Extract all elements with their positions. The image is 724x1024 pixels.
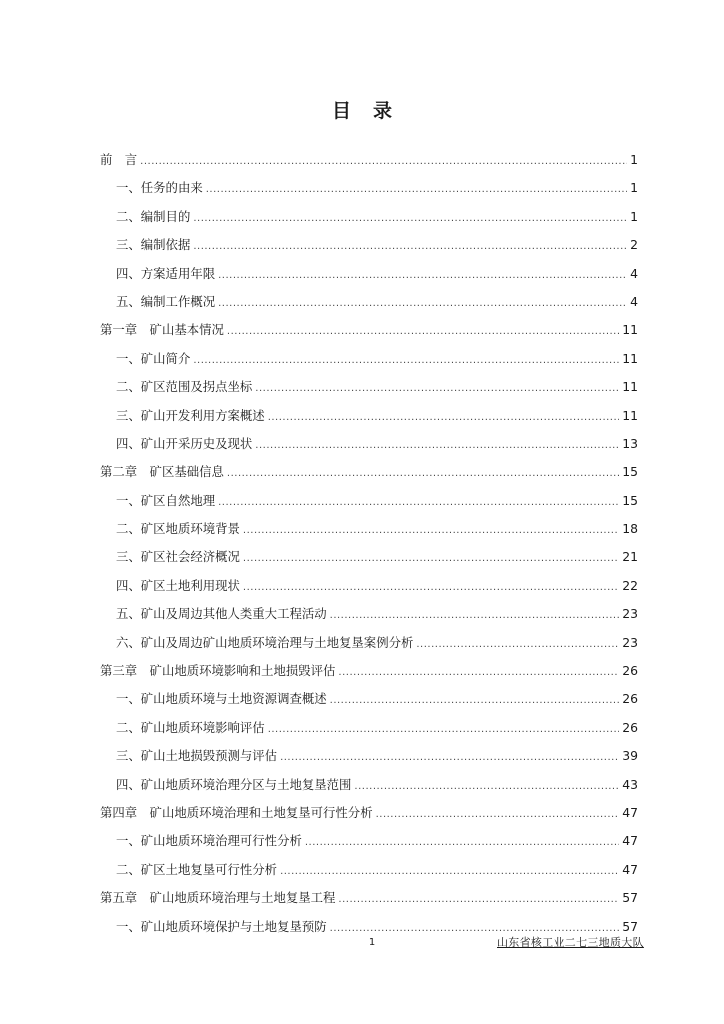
toc-section-entry[interactable] (100, 515, 638, 543)
toc-dot-leader (376, 801, 620, 829)
toc-chapter-entry[interactable] (100, 657, 638, 685)
toc-dot-leader (268, 716, 620, 744)
toc-entry-page-number: 2 (630, 237, 638, 253)
toc-section-entry[interactable] (100, 572, 638, 600)
toc-entry-label: 一、矿山地质环境治理可行性分析 (116, 833, 302, 849)
toc-entry-page-number: 1 (630, 208, 638, 224)
toc-entry-page-number: 18 (622, 521, 638, 537)
toc-chapter-entry[interactable] (100, 146, 638, 174)
toc-section-entry[interactable] (100, 827, 638, 855)
toc-entry-page-number: 43 (622, 776, 638, 792)
toc-dot-leader (330, 687, 620, 715)
toc-dot-leader (255, 432, 619, 460)
toc-section-entry[interactable] (100, 231, 638, 259)
toc-dot-leader (338, 659, 619, 687)
toc-entry-page-number: 21 (622, 549, 638, 565)
toc-dot-leader (140, 148, 627, 176)
toc-section-entry[interactable] (100, 487, 638, 515)
toc-section-entry[interactable] (100, 685, 638, 713)
toc-entry-label: 一、矿山简介 (116, 350, 191, 366)
footer-page-number: 1 (368, 937, 376, 948)
toc-dot-leader (218, 290, 627, 318)
toc-dot-leader (227, 318, 619, 346)
toc-entry-page-number: 22 (622, 577, 638, 593)
toc-dot-leader (193, 347, 619, 375)
toc-section-entry[interactable] (100, 714, 638, 742)
toc-entry-label: 一、矿区自然地理 (116, 492, 216, 508)
toc-entry-label: 六、矿山及周边矿山地质环境治理与土地复垦案例分析 (116, 634, 414, 650)
toc-dot-leader (243, 574, 619, 602)
toc-entry-page-number: 26 (622, 719, 638, 735)
toc-entry-label: 一、矿山地质环境与土地资源调查概述 (116, 691, 327, 707)
toc-section-entry[interactable] (100, 373, 638, 401)
toc-dot-leader (193, 233, 627, 261)
toc-entry-page-number: 47 (622, 833, 638, 849)
title-char-2: 录 (373, 100, 393, 122)
toc-dot-leader (305, 829, 619, 857)
toc-entry-page-number: 23 (622, 634, 638, 650)
toc-entry-label: 第一章 矿山基本情况 (100, 322, 224, 338)
toc-entry-page-number: 57 (622, 918, 638, 934)
toc-section-entry[interactable] (100, 174, 638, 202)
toc-entry-label: 前 言 (100, 152, 138, 167)
toc-entry-page-number: 1 (630, 180, 638, 196)
toc-chapter-entry[interactable] (100, 316, 638, 344)
toc-entry-label: 二、矿区土地复垦可行性分析 (116, 861, 278, 877)
toc-chapter-entry[interactable] (100, 799, 638, 827)
toc-entry-label: 二、矿山地质环境影响评估 (116, 719, 265, 735)
toc-dot-leader (255, 375, 619, 403)
toc-entry-label: 五、编制工作概况 (116, 293, 216, 309)
toc-entry-page-number: 1 (630, 152, 638, 167)
toc-section-entry[interactable] (100, 742, 638, 770)
toc-entry-label: 第四章 矿山地质环境治理和土地复垦可行性分析 (100, 804, 373, 820)
toc-entry-page-number: 13 (622, 435, 638, 451)
toc-entry-label: 二、编制目的 (116, 208, 191, 224)
toc-entry-label: 三、矿区社会经济概况 (116, 549, 240, 565)
toc-section-entry[interactable] (100, 203, 638, 231)
toc-dot-leader (330, 602, 620, 630)
toc-chapter-entry[interactable] (100, 884, 638, 912)
toc-section-entry[interactable] (100, 288, 638, 316)
toc-entry-page-number: 11 (622, 407, 638, 423)
toc-entry-page-number: 4 (630, 293, 638, 309)
toc-entry-page-number: 39 (622, 748, 638, 764)
toc-section-entry[interactable] (100, 430, 638, 458)
table-of-contents (100, 146, 638, 941)
toc-dot-leader (206, 176, 627, 204)
toc-entry-label: 三、编制依据 (116, 237, 191, 253)
toc-entry-label: 三、矿山土地损毁预测与评估 (116, 748, 278, 764)
toc-entry-page-number: 26 (622, 663, 638, 679)
toc-dot-leader (218, 489, 619, 517)
toc-section-entry[interactable] (100, 600, 638, 628)
toc-entry-page-number: 47 (622, 804, 638, 820)
toc-section-entry[interactable] (100, 629, 638, 657)
toc-dot-leader (243, 517, 619, 545)
toc-section-entry[interactable] (100, 345, 638, 373)
toc-entry-label: 三、矿山开发利用方案概述 (116, 407, 265, 423)
title-char-1: 目 (331, 100, 351, 122)
toc-section-entry[interactable] (100, 543, 638, 571)
toc-entry-page-number: 26 (622, 691, 638, 707)
toc-chapter-entry[interactable] (100, 458, 638, 486)
toc-dot-leader (416, 631, 619, 659)
toc-entry-page-number: 47 (622, 861, 638, 877)
toc-entry-page-number: 11 (622, 379, 638, 395)
toc-dot-leader (193, 205, 627, 233)
toc-entry-page-number: 11 (622, 322, 638, 338)
toc-entry-label: 二、矿区范围及拐点坐标 (116, 379, 253, 395)
toc-dot-leader (243, 545, 619, 573)
toc-entry-label: 四、矿山地质环境治理分区与土地复垦范围 (116, 776, 352, 792)
toc-entry-label: 一、任务的由来 (116, 180, 203, 196)
toc-section-entry[interactable] (100, 260, 638, 288)
toc-dot-leader (280, 858, 619, 886)
toc-entry-label: 四、矿区土地利用现状 (116, 577, 240, 593)
toc-entry-page-number: 15 (622, 492, 638, 508)
toc-entry-label: 五、矿山及周边其他人类重大工程活动 (116, 606, 327, 622)
toc-entry-page-number: 23 (622, 606, 638, 622)
toc-entry-label: 二、矿区地质环境背景 (116, 521, 240, 537)
toc-entry-page-number: 15 (622, 464, 638, 480)
toc-dot-leader (218, 262, 627, 290)
toc-entry-page-number: 4 (630, 265, 638, 281)
page-title (0, 96, 724, 123)
toc-dot-leader (268, 404, 620, 432)
toc-entry-label: 第五章 矿山地质环境治理与土地复垦工程 (100, 890, 336, 906)
toc-section-entry[interactable] (100, 402, 638, 430)
footer-organization: 山东省核工业二七三地质大队 (497, 936, 644, 949)
toc-entry-label: 四、方案适用年限 (116, 265, 216, 281)
toc-entry-page-number: 57 (622, 890, 638, 906)
toc-entry-page-number: 11 (622, 350, 638, 366)
toc-entry-label: 第三章 矿山地质环境影响和土地损毁评估 (100, 663, 336, 679)
toc-dot-leader (227, 460, 619, 488)
toc-entry-label: 一、矿山地质环境保护与土地复垦预防 (116, 918, 327, 934)
toc-dot-leader (338, 886, 619, 914)
toc-entry-label: 第二章 矿区基础信息 (100, 464, 224, 480)
toc-entry-label: 四、矿山开采历史及现状 (116, 435, 253, 451)
toc-dot-leader (354, 773, 619, 801)
toc-section-entry[interactable] (100, 771, 638, 799)
toc-dot-leader (280, 744, 619, 772)
toc-section-entry[interactable] (100, 856, 638, 884)
